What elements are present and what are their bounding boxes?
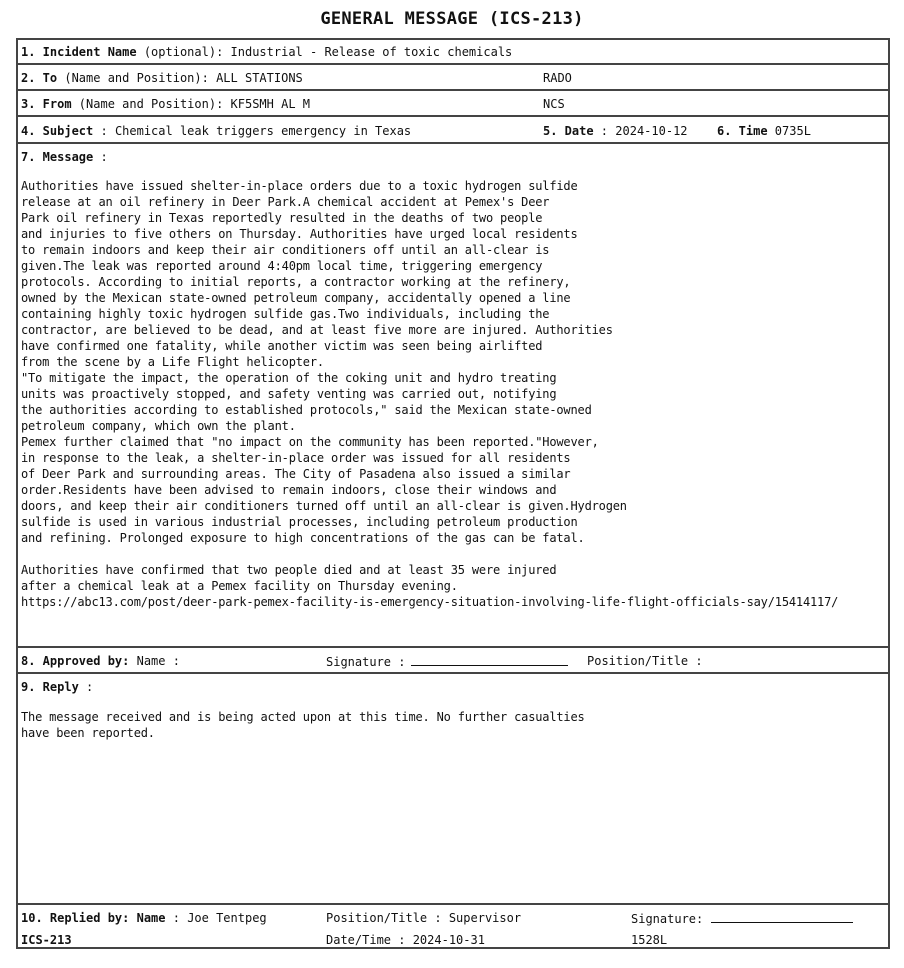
replied-datetime-field xyxy=(326,932,485,948)
reply-row xyxy=(18,674,888,905)
date-field xyxy=(543,123,688,139)
to-value: ALL STATIONS xyxy=(208,71,303,85)
from-position-value: NCS xyxy=(543,97,565,111)
replied-position-field xyxy=(326,910,521,926)
approved-signature-field xyxy=(326,653,568,670)
subject-row xyxy=(18,117,888,144)
replied-time-value: 1528L xyxy=(631,933,668,947)
replied-by-separator: : xyxy=(165,911,188,925)
form-title: GENERAL MESSAGE (ICS-213) xyxy=(320,9,584,29)
date-label: 5. Date xyxy=(543,124,594,138)
incident-name-value: Industrial - Release of toxic chemicals xyxy=(223,45,513,59)
approved-signature-line[interactable] xyxy=(411,653,568,666)
reply-heading xyxy=(21,679,93,695)
message-label: 7. Message xyxy=(21,150,94,164)
replied-by-label: 10. Replied by: Name xyxy=(21,911,166,925)
from-label: 3. From xyxy=(21,97,72,111)
reply-body: The message received and is being acted upon at this time. No further casualties have been reported. xyxy=(21,710,585,740)
subject-field xyxy=(21,123,411,139)
replied-signature-line[interactable] xyxy=(711,910,853,923)
date-value: 2024-10-12 xyxy=(615,124,688,138)
approved-row xyxy=(18,648,888,674)
incident-name-qualifier: (optional): xyxy=(136,45,224,59)
replied-position-label: Position/Title : xyxy=(326,911,449,925)
time-value: 0735L xyxy=(767,124,811,138)
to-field xyxy=(21,70,303,86)
ics-213-form xyxy=(16,38,890,949)
approved-position-label: Position/Title : xyxy=(587,654,703,668)
approved-name-label: Name : xyxy=(129,654,180,668)
from-field xyxy=(21,96,310,112)
incident-name-label: 1. Incident Name xyxy=(21,45,137,59)
from-qualifier: (Name and Position): xyxy=(71,97,224,111)
message-separator: : xyxy=(93,150,108,164)
replied-by-name: Joe Tentpeg xyxy=(187,911,267,925)
replied-datetime-label: Date/Time : xyxy=(326,933,413,947)
replied-row xyxy=(18,905,888,947)
date-separator: : xyxy=(593,124,616,138)
from-value: KF5SMH AL M xyxy=(223,97,310,111)
form-id: ICS-213 xyxy=(21,933,72,947)
message-row xyxy=(18,144,888,648)
subject-label: 4. Subject xyxy=(21,124,94,138)
to-row xyxy=(18,65,888,91)
incident-name-field xyxy=(21,44,512,60)
to-qualifier: (Name and Position): xyxy=(57,71,209,85)
incident-name-row xyxy=(18,40,888,65)
reply-separator: : xyxy=(78,680,94,694)
message-body: Authorities have issued shelter-in-place orders due to a toxic hydrogen sulfide release at an oil refinery in Deer Park.A chemical accident at Pemex's Deer Park oil refinery in Texas reportedly resulted in the deaths of two people and injuries to five others on Thursday. Authorities have urged local residents to remain indoors and keep their air conditioners off until an all-clear is given.The leak was reported around 4:40pm local time, triggering emergency protocols. According to initial reports, a contractor working at the refinery, owned by the Mexican state-owned petroleum company, accidentally opened a line containing highly toxic hydrogen sulfide gas.Two individuals, including the contractor, are believed to be dead, and at least five more are injured. Authorities have confirmed one fatality, while another victim was seen being airlifted from the scene by a Life Flight helicopter. "To mitigate the impact, the operation of the coking unit and hydro treating units was proactively stopped, and safety venting was carried out, notifying the authorities according to established protocols," said the Mexican state-owned petroleum company, which own the plant. Pemex further claimed that "no impact on the community has been reported."However, in response to the leak, a shelter-in-place order was issued for all residents of Deer Park and surrounding areas. The City of Pasadena also issued a similar order.Residents have been advised to remain indoors, close their windows and doors, and keep their air conditioners turned off until an all-clear is given.Hydrogen sulfide is used in various industrial processes, including petroleum production and refining. Prolonged exposure to high concentrations of the gas can be fatal. Authorities have confirmed that two people died and at least 35 were injured after a chemical leak at a Pemex facility on Thursday evening. https://abc13.com/post/deer-park-pemex-facility-is-emergency-situation-involving-life-flight-officials-say/15414117/ xyxy=(21,179,839,609)
subject-separator: : xyxy=(93,124,115,138)
approved-by-label: 8. Approved by: xyxy=(21,654,130,668)
replied-datetime-value: 2024-10-31 xyxy=(412,933,485,947)
message-heading xyxy=(21,149,108,165)
time-field xyxy=(717,123,811,139)
approved-by-field xyxy=(21,653,180,669)
from-row xyxy=(18,91,888,117)
approved-signature-label: Signature : xyxy=(326,655,406,669)
replied-signature-label: Signature: xyxy=(631,912,704,926)
to-label: 2. To xyxy=(21,71,58,85)
subject-value: Chemical leak triggers emergency in Texas xyxy=(114,124,412,138)
time-label: 6. Time xyxy=(717,124,768,138)
to-position-value: RADO xyxy=(543,71,572,85)
replied-by-field xyxy=(21,910,267,926)
replied-position-value: Supervisor xyxy=(448,911,522,925)
reply-label: 9. Reply xyxy=(21,680,79,694)
replied-signature-field xyxy=(631,910,853,927)
